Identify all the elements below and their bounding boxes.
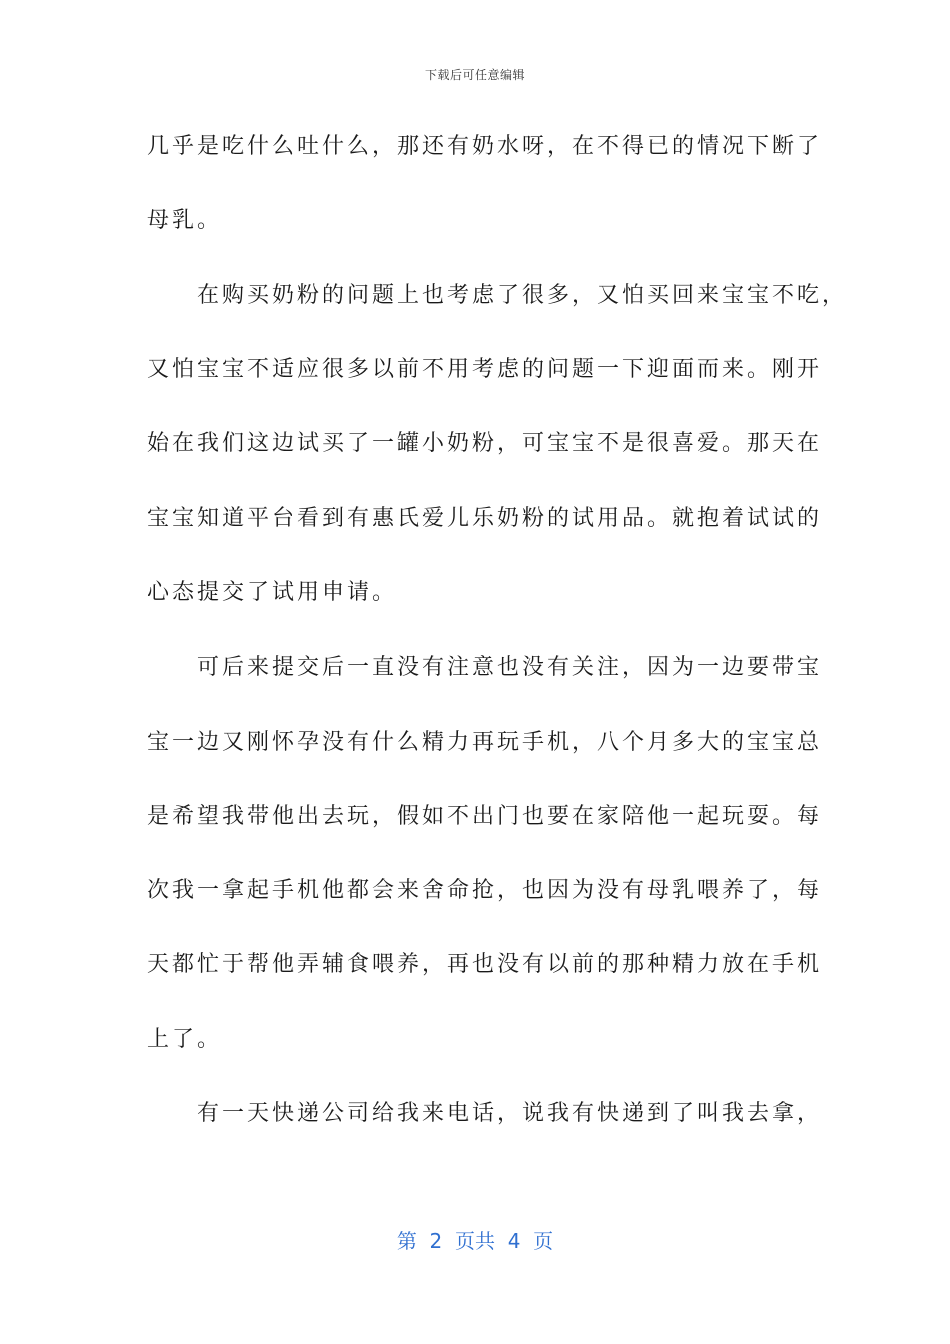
footer-middle: 页共 bbox=[455, 1229, 495, 1253]
body-line-3: 在购买奶粉的问题上也考虑了很多，又怕买回来宝宝不吃， bbox=[147, 283, 848, 308]
body-line-8: 可后来提交后一直没有注意也没有关注，因为一边要带宝 bbox=[147, 655, 823, 680]
body-line-5: 始在我们这边试买了一罐小奶粉，可宝宝不是很喜爱。那天在 bbox=[147, 431, 823, 456]
body-line-14: 有一天快递公司给我来电话，说我有快递到了叫我去拿， bbox=[147, 1101, 823, 1126]
body-line-13: 上了。 bbox=[147, 1027, 223, 1052]
body-line-1: 几乎是吃什么吐什么，那还有奶水呀，在不得已的情况下断了 bbox=[147, 134, 823, 159]
footer-total-pages: 4 bbox=[507, 1229, 521, 1253]
page-header: 下载后可任意编辑 bbox=[424, 68, 525, 82]
page-footer bbox=[0, 1225, 950, 1254]
body-line-12: 天都忙于帮他弄辅食喂养，再也没有以前的那种精力放在手机 bbox=[147, 952, 823, 977]
footer-prefix: 第 bbox=[396, 1229, 417, 1253]
body-line-11: 次我一拿起手机他都会来舍命抢，也因为没有母乳喂养了，每 bbox=[147, 878, 823, 903]
body-line-4: 又怕宝宝不适应很多以前不用考虑的问题一下迎面而来。刚开 bbox=[147, 357, 823, 382]
body-line-7: 心态提交了试用申请。 bbox=[147, 580, 398, 605]
body-line-6: 宝宝知道平台看到有惠氏爱儿乐奶粉的试用品。就抱着试试的 bbox=[147, 506, 823, 531]
footer-suffix: 页 bbox=[533, 1229, 554, 1253]
body-line-9: 宝一边又刚怀孕没有什么精力再玩手机，八个月多大的宝宝总 bbox=[147, 730, 823, 755]
body-line-2: 母乳。 bbox=[147, 208, 223, 233]
footer-current-page: 2 bbox=[429, 1229, 443, 1253]
body-line-10: 是希望我带他出去玩，假如不出门也要在家陪他一起玩耍。每 bbox=[147, 804, 823, 829]
